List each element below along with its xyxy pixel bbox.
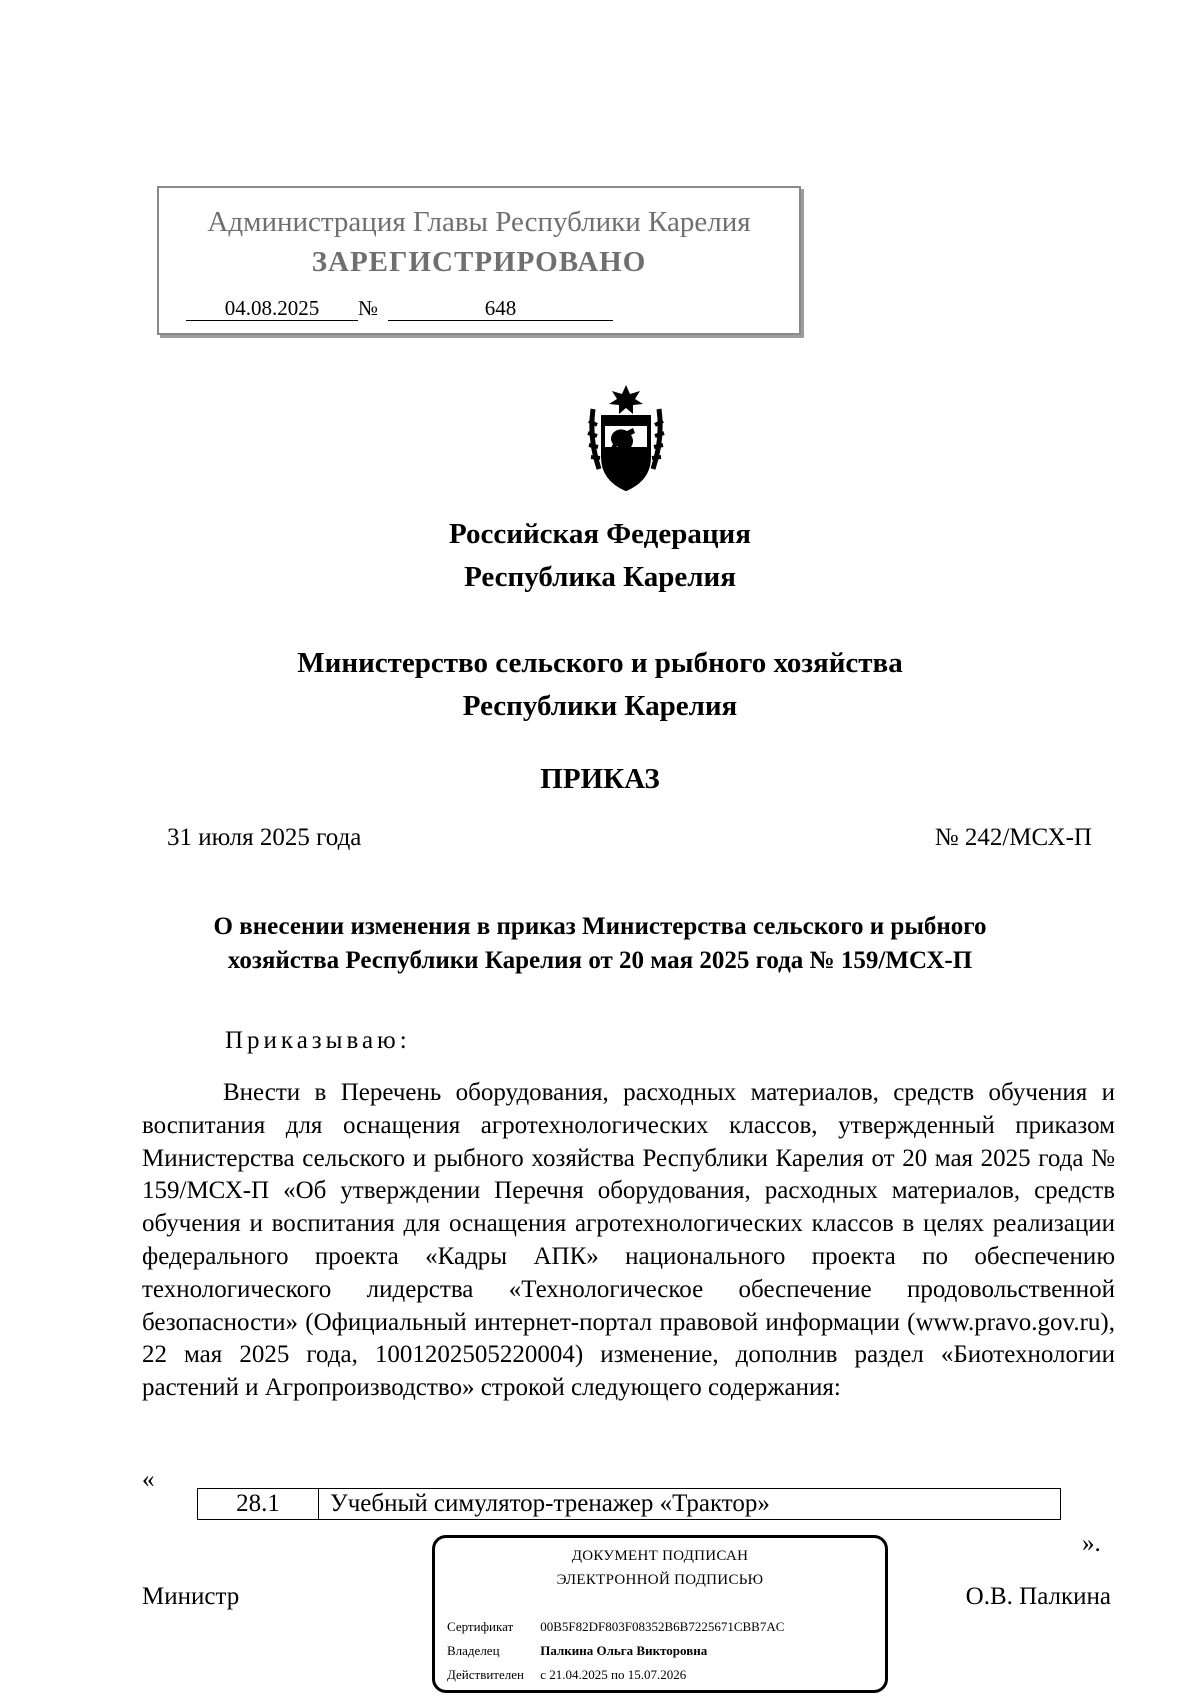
order-number: № 242/МСХ-П [934,824,1092,851]
electronic-signature-stamp [432,1535,888,1693]
country-heading: Российская Федерация [449,518,751,550]
ministry-heading-line1: Министерство сельского и рыбного хозяйства [297,647,903,679]
registration-date: 04.08.2025 [186,296,358,321]
validity-row [447,1667,686,1683]
registration-number: 648 [388,296,613,321]
validity-label: Действителен [447,1667,524,1682]
ministry-heading-line2: Республики Карелия [462,690,738,722]
signatory-title: Министр [142,1583,240,1610]
signature-stamp-title-line1: ДОКУМЕНТ ПОДПИСАН [571,1548,749,1564]
republic-heading: Республика Карелия [464,561,736,593]
body-paragraph: Внести в Перечень оборудования, расходных материалов, средств обучения и воспитания для оснащения агротехнологических классов, утвержденный приказом Министерства сельского и рыбного хозяйства Республики Карелия от 20 мая 2025 года № 159/МСХ-П «Об утверждении Перечня оборудования, расходных материалов, средств обучения и воспитания для оснащения агротехнологических классов в целях реализации федерального проекта «Кадры АПК» национального проекта по обеспечению технологического лидерства «Технологическое обеспечение продовольственной безопасности» (Официальный интернет-портал правовой информации (www.pravo.gov.ru), 22 мая 2025 года, 1001202505220004) изменение, дополнив раздел «Биотехнологии растений и Агропроизводство» строкой следующего содержания: [142,1079,1115,1402]
table-cell-number: 28.1 [198,1489,319,1519]
validity-value: с 21.04.2025 по 15.07.2026 [540,1667,687,1682]
owner-label: Владелец [447,1643,500,1658]
decree-word: Приказываю: [225,1027,411,1054]
certificate-label: Сертификат [447,1619,514,1634]
signature-stamp-title-line2: ЭЛЕКТРОННОЙ ПОДПИСЬЮ [556,1572,764,1588]
signatory-name: О.В. Палкина [965,1583,1111,1610]
order-date: 31 июля 2025 года [167,824,362,851]
document-type-heading: ПРИКАЗ [540,763,660,795]
registration-number-sign: № [358,296,379,320]
closing-quote: ». [1082,1530,1101,1557]
coat-of-arms-icon [585,385,667,495]
owner-value: Палкина Ольга Викторовна [540,1643,708,1658]
registration-organization: Администрация Главы Республики Карелия [207,206,751,238]
subject-line1: О внесении изменения в приказ Министерства сельского и рыбного [213,913,987,940]
registration-status: ЗАРЕГИСТРИРОВАНО [311,246,647,278]
registration-stamp [157,186,801,335]
certificate-value: 00B5F82DF803F08352B6B7225671CBB7AC [540,1619,785,1634]
subject-line2: хозяйства Республики Карелия от 20 мая 2025 года № 159/МСХ-П [227,947,973,974]
amendment-table-row [197,1488,1061,1520]
table-cell-name: Учебный симулятор-тренажер «Трактор» [330,1490,770,1517]
opening-quote: « [142,1466,155,1493]
owner-row [447,1643,707,1659]
certificate-row [447,1619,784,1635]
